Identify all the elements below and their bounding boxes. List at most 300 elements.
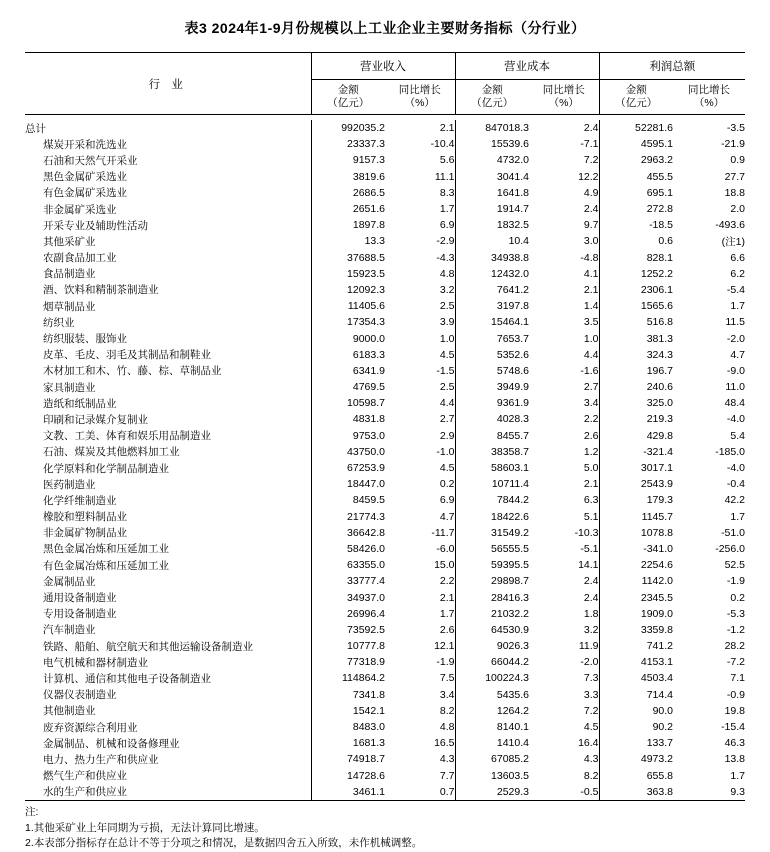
table-row	[25, 606, 745, 622]
revenue-amount: 1897.8	[311, 217, 385, 233]
table-row	[25, 428, 745, 444]
revenue-amount: 2686.5	[311, 185, 385, 201]
profit-amount: 219.3	[599, 411, 673, 427]
cost-amount: 8455.7	[455, 428, 529, 444]
revenue-growth: 1.7	[439, 607, 455, 620]
table-row	[25, 589, 745, 605]
profit-growth: -185.0	[715, 445, 745, 458]
cost-growth: -2.0	[580, 656, 599, 669]
cost-growth: 3.4	[583, 397, 599, 410]
revenue-growth: 2.6	[439, 623, 455, 636]
industry-name: 医药制造业	[43, 478, 96, 491]
industry-name: 印刷和记录媒介复制业	[43, 413, 148, 426]
revenue-growth: 4.3	[439, 753, 455, 766]
industry-name: 水的生产和供应业	[43, 786, 127, 799]
revenue-amount: 73592.5	[311, 622, 385, 638]
cost-growth: 3.0	[583, 235, 599, 248]
industry-name: 电气机械和器材制造业	[43, 656, 148, 669]
cost-growth: 7.3	[583, 672, 599, 685]
profit-growth: 5.4	[730, 429, 745, 442]
cost-growth: -10.3	[574, 526, 599, 539]
industry-name: 化学纤维制造业	[43, 494, 117, 507]
revenue-growth: 1.7	[439, 203, 455, 216]
industry-name: 金属制品业	[43, 575, 96, 588]
revenue-amount: 15923.5	[311, 266, 385, 282]
table-row	[25, 654, 745, 670]
revenue-growth: -11.7	[431, 526, 455, 539]
industry-name: 酒、饮料和精制茶制造业	[43, 284, 159, 297]
industry-name: 家具制造业	[43, 381, 96, 394]
profit-amount: 4595.1	[599, 136, 673, 152]
cost-growth: 1.0	[583, 332, 599, 345]
industry-name: 汽车制造业	[43, 624, 96, 637]
revenue-amount: 4831.8	[311, 411, 385, 427]
cost-growth: 2.4	[583, 122, 599, 135]
financial-indicators-table	[25, 52, 745, 801]
revenue-growth: 4.8	[439, 267, 455, 280]
revenue-amount: 9000.0	[311, 330, 385, 346]
table-row	[25, 492, 745, 508]
revenue-growth: 2.1	[439, 591, 455, 604]
profit-amount: 3359.8	[599, 622, 673, 638]
table-row	[25, 185, 745, 201]
column-header-revenue-growth	[385, 80, 455, 115]
cost-growth: 7.2	[583, 704, 599, 717]
profit-amount: 2254.6	[599, 557, 673, 573]
table-row	[25, 330, 745, 346]
cost-amount: 67085.2	[455, 751, 529, 767]
revenue-amount: 9157.3	[311, 152, 385, 168]
revenue-amount: 7341.8	[311, 687, 385, 703]
table-row	[25, 768, 745, 784]
table-row	[25, 233, 745, 249]
revenue-amount: 11405.6	[311, 298, 385, 314]
revenue-amount: 43750.0	[311, 444, 385, 460]
table-row	[25, 687, 745, 703]
revenue-amount: 77318.9	[311, 654, 385, 670]
industry-name: 开采专业及辅助性活动	[43, 219, 148, 232]
revenue-amount: 58426.0	[311, 541, 385, 557]
profit-amount: 695.1	[599, 185, 673, 201]
table-row	[25, 622, 745, 638]
industry-name: 石油、煤炭及其他燃料加工业	[43, 446, 180, 459]
table-row	[25, 136, 745, 152]
industry-name: 仪器仪表制造业	[43, 689, 117, 702]
profit-growth: 1.7	[730, 300, 745, 313]
industry-name: 橡胶和塑料制品业	[43, 511, 127, 524]
page-title: 表3 2024年1-9月份规模以上工业企业主要财务指标（分行业）	[184, 20, 586, 36]
revenue-growth: 2.1	[439, 122, 455, 135]
profit-growth: -493.6	[715, 219, 745, 232]
industry-name: 其他采矿业	[43, 235, 96, 248]
cost-growth: 2.6	[583, 429, 599, 442]
profit-amount: 429.8	[599, 428, 673, 444]
table-row	[25, 703, 745, 719]
revenue-amount: 67253.9	[311, 460, 385, 476]
industry-name: 食品制造业	[43, 268, 96, 281]
profit-growth: 4.7	[730, 348, 745, 361]
profit-growth: 46.3	[724, 737, 745, 750]
revenue-growth: 2.7	[439, 413, 455, 426]
profit-growth: -4.0	[726, 462, 745, 475]
revenue-amount: 37688.5	[311, 250, 385, 266]
subheader-line2: （亿元）	[615, 97, 658, 109]
table-row	[25, 152, 745, 168]
profit-amount: 52281.6	[599, 120, 673, 136]
table-row	[25, 751, 745, 767]
profit-growth: 48.4	[724, 397, 745, 410]
profit-growth: -21.9	[721, 138, 745, 151]
revenue-growth: 8.3	[439, 186, 455, 199]
industry-name: 废弃资源综合利用业	[43, 721, 138, 734]
cost-growth: 3.2	[583, 623, 599, 636]
table-row	[25, 444, 745, 460]
profit-growth: -4.0	[726, 413, 745, 426]
column-group-revenue: 营业收入	[311, 53, 455, 80]
cost-growth: 3.5	[583, 316, 599, 329]
profit-amount: 1078.8	[599, 525, 673, 541]
note-item: 1.其他采矿业上年同期为亏损，无法计算同比增速。	[25, 821, 265, 834]
revenue-amount: 23337.3	[311, 136, 385, 152]
profit-growth: 7.1	[730, 672, 745, 685]
revenue-amount: 12092.3	[311, 282, 385, 298]
profit-growth: -7.2	[726, 656, 745, 669]
profit-growth: 6.2	[730, 267, 745, 280]
revenue-growth: -1.9	[436, 656, 455, 669]
table-row	[25, 250, 745, 266]
revenue-growth: 4.7	[439, 510, 455, 523]
industry-name: 燃气生产和供应业	[43, 770, 127, 783]
table-row	[25, 476, 745, 492]
industry-name: 纺织业	[43, 316, 75, 329]
note-item: 2.本表部分指标存在总计不等于分项之和情况，是数据四舍五入所致，未作机械调整。	[25, 837, 423, 850]
column-header-industry: 行 业	[25, 53, 311, 115]
profit-growth: 9.3	[730, 785, 745, 798]
profit-amount: 1252.2	[599, 266, 673, 282]
cost-amount: 1914.7	[455, 201, 529, 217]
profit-growth: -0.9	[726, 688, 745, 701]
notes-label: 注:	[25, 805, 39, 818]
cost-growth: 1.8	[583, 607, 599, 620]
profit-amount: 4153.1	[599, 654, 673, 670]
revenue-amount: 6183.3	[311, 347, 385, 363]
revenue-growth: 7.7	[439, 769, 455, 782]
profit-growth: -256.0	[715, 542, 745, 555]
revenue-amount: 4769.5	[311, 379, 385, 395]
column-header-profit-growth	[673, 80, 745, 115]
profit-growth: 0.2	[730, 591, 745, 604]
profit-growth: 11.5	[725, 316, 745, 329]
revenue-growth: 3.2	[439, 283, 455, 296]
profit-amount: 2345.5	[599, 589, 673, 605]
subheader-line2: （亿元）	[471, 97, 514, 109]
cost-amount: 4732.0	[455, 152, 529, 168]
cost-growth: 6.3	[583, 494, 599, 507]
revenue-growth: -10.4	[430, 138, 455, 151]
cost-amount: 34938.8	[455, 250, 529, 266]
table-row	[25, 314, 745, 330]
cost-growth: -0.5	[580, 785, 599, 798]
revenue-growth: 3.9	[439, 316, 455, 329]
profit-growth: -5.4	[726, 283, 745, 296]
cost-growth: 12.2	[578, 170, 599, 183]
profit-amount: 1145.7	[599, 509, 673, 525]
table-row	[25, 509, 745, 525]
profit-amount: 0.6	[599, 233, 673, 249]
cost-amount: 64530.9	[455, 622, 529, 638]
profit-amount: 363.8	[599, 784, 673, 800]
cost-growth: 5.1	[583, 510, 599, 523]
cost-amount: 10711.4	[455, 476, 529, 492]
profit-growth: -51.0	[721, 526, 745, 539]
revenue-amount: 13.3	[311, 233, 385, 249]
table-row	[25, 638, 745, 654]
cost-amount: 7641.2	[455, 282, 529, 298]
cost-growth: 2.4	[583, 575, 599, 588]
cost-growth: 2.1	[583, 478, 599, 491]
revenue-amount: 26996.4	[311, 606, 385, 622]
revenue-amount: 1542.1	[311, 703, 385, 719]
cost-growth: 8.2	[583, 769, 599, 782]
cost-growth: 16.4	[578, 737, 599, 750]
column-header-cost-amount	[455, 80, 529, 115]
cost-growth: -4.8	[580, 251, 599, 264]
cost-amount: 21032.2	[455, 606, 529, 622]
subheader-line1: 金额	[337, 83, 359, 96]
revenue-growth: 11.1	[434, 170, 455, 183]
revenue-growth: 2.5	[439, 300, 455, 313]
profit-growth: (注1)	[721, 235, 745, 248]
profit-amount: 4503.4	[599, 670, 673, 686]
column-group-cost: 营业成本	[455, 53, 599, 80]
industry-name: 金属制品、机械和设备修理业	[43, 737, 180, 750]
table-row	[25, 411, 745, 427]
industry-name: 计算机、通信和其他电子设备制造业	[43, 672, 211, 685]
column-header-profit-amount	[599, 80, 673, 115]
profit-growth: 1.7	[730, 510, 745, 523]
profit-amount: 828.1	[599, 250, 673, 266]
table-header-groups	[25, 53, 745, 80]
revenue-growth: -6.0	[436, 542, 455, 555]
industry-name: 黑色金属冶炼和压延加工业	[43, 543, 169, 556]
revenue-growth: 0.2	[439, 478, 455, 491]
cost-amount: 15539.6	[455, 136, 529, 152]
table-row	[25, 525, 745, 541]
cost-amount: 31549.2	[455, 525, 529, 541]
revenue-amount: 18447.0	[311, 476, 385, 492]
cost-amount: 1832.5	[455, 217, 529, 233]
revenue-growth: 5.6	[439, 154, 455, 167]
profit-amount: 1909.0	[599, 606, 673, 622]
revenue-amount: 17354.3	[311, 314, 385, 330]
table-body	[25, 120, 745, 800]
cost-amount: 38358.7	[455, 444, 529, 460]
profit-amount: 3017.1	[599, 460, 673, 476]
cost-growth: 4.5	[583, 721, 599, 734]
revenue-growth: 7.5	[439, 672, 455, 685]
table-row	[25, 120, 745, 136]
cost-growth: 5.0	[583, 462, 599, 475]
revenue-amount: 74918.7	[311, 751, 385, 767]
subheader-line2: （亿元）	[327, 97, 370, 109]
industry-name: 煤炭开采和洗选业	[43, 138, 127, 151]
profit-amount: 90.2	[599, 719, 673, 735]
revenue-growth: 2.9	[439, 429, 455, 442]
revenue-growth: 2.2	[439, 575, 455, 588]
revenue-growth: 6.9	[439, 219, 455, 232]
cost-amount: 5352.6	[455, 347, 529, 363]
table-row	[25, 282, 745, 298]
revenue-amount: 10598.7	[311, 395, 385, 411]
cost-amount: 8140.1	[455, 719, 529, 735]
table-row	[25, 266, 745, 282]
subheader-line2: （%）	[693, 97, 725, 109]
revenue-amount: 992035.2	[311, 120, 385, 136]
industry-name: 其他制造业	[43, 705, 96, 718]
table-row	[25, 298, 745, 314]
revenue-growth: 16.5	[434, 737, 455, 750]
cost-amount: 3949.9	[455, 379, 529, 395]
profit-growth: -1.9	[726, 575, 745, 588]
revenue-growth: 4.8	[439, 721, 455, 734]
profit-growth: 28.2	[724, 640, 745, 653]
revenue-amount: 34937.0	[311, 589, 385, 605]
cost-amount: 28416.3	[455, 589, 529, 605]
table-row	[25, 784, 745, 800]
revenue-amount: 21774.3	[311, 509, 385, 525]
profit-amount: 272.8	[599, 201, 673, 217]
industry-name: 电力、热力生产和供应业	[43, 753, 159, 766]
cost-amount: 4028.3	[455, 411, 529, 427]
profit-amount: 2306.1	[599, 282, 673, 298]
revenue-growth: -1.0	[436, 445, 455, 458]
profit-amount: 179.3	[599, 492, 673, 508]
subheader-line2: （%）	[548, 97, 579, 109]
profit-amount: 2963.2	[599, 152, 673, 168]
revenue-growth: 1.0	[439, 332, 455, 345]
profit-growth: 2.0	[730, 203, 745, 216]
industry-name: 总计	[25, 122, 46, 135]
column-header-cost-growth	[529, 80, 599, 115]
cost-amount: 9026.3	[455, 638, 529, 654]
cost-growth: 2.2	[583, 413, 599, 426]
subheader-line1: 金额	[481, 83, 503, 96]
cost-amount: 56555.5	[455, 541, 529, 557]
cost-growth: 4.4	[583, 348, 599, 361]
profit-amount: 381.3	[599, 330, 673, 346]
industry-name: 造纸和纸制品业	[43, 397, 117, 410]
profit-growth: 1.7	[730, 769, 745, 782]
table-notes	[25, 805, 745, 852]
column-group-profit: 利润总额	[599, 53, 745, 80]
industry-name: 铁路、船舶、航空航天和其他运输设备制造业	[43, 640, 253, 653]
revenue-growth: 2.5	[439, 381, 455, 394]
subheader-line2: （%）	[404, 97, 435, 109]
industry-name: 木材加工和木、竹、藤、棕、草制品业	[43, 365, 222, 378]
cost-amount: 3041.4	[455, 169, 529, 185]
revenue-amount: 8459.5	[311, 492, 385, 508]
cost-amount: 66044.2	[455, 654, 529, 670]
industry-name: 农副食品加工业	[43, 252, 117, 265]
table-row	[25, 347, 745, 363]
cost-amount: 29898.7	[455, 573, 529, 589]
industry-name: 烟草制品业	[43, 300, 96, 313]
revenue-amount: 114864.2	[311, 670, 385, 686]
industry-name: 纺织服装、服饰业	[43, 333, 127, 346]
profit-growth: 0.9	[730, 154, 745, 167]
table-bottom-border	[25, 800, 745, 801]
cost-amount: 7844.2	[455, 492, 529, 508]
table-row	[25, 719, 745, 735]
cost-amount: 5435.6	[455, 687, 529, 703]
subheader-line1: 同比增长	[688, 83, 730, 96]
profit-growth: -1.2	[726, 623, 745, 636]
table-row	[25, 169, 745, 185]
industry-name: 化学原料和化学制品制造业	[43, 462, 169, 475]
industry-name: 专用设备制造业	[43, 608, 117, 621]
cost-growth: 7.2	[583, 154, 599, 167]
cost-amount: 58603.1	[455, 460, 529, 476]
table-row	[25, 363, 745, 379]
revenue-growth: 4.4	[439, 397, 455, 410]
revenue-growth: 4.5	[439, 462, 455, 475]
profit-amount: 2543.9	[599, 476, 673, 492]
cost-amount: 1264.2	[455, 703, 529, 719]
profit-amount: 455.5	[599, 169, 673, 185]
table-row	[25, 541, 745, 557]
profit-growth: -3.5	[726, 122, 745, 135]
revenue-growth: 0.7	[439, 785, 455, 798]
profit-amount: 516.8	[599, 314, 673, 330]
profit-growth: -0.4	[726, 478, 745, 491]
revenue-growth: 15.0	[434, 559, 455, 572]
cost-amount: 15464.1	[455, 314, 529, 330]
profit-growth: 6.6	[730, 251, 745, 264]
cost-growth: 4.9	[583, 186, 599, 199]
profit-growth: 11.0	[725, 381, 745, 394]
table-row	[25, 557, 745, 573]
profit-growth: 27.7	[724, 170, 745, 183]
cost-amount: 59395.5	[455, 557, 529, 573]
cost-amount: 1641.8	[455, 185, 529, 201]
profit-growth: 18.8	[724, 186, 745, 199]
revenue-amount: 33777.4	[311, 573, 385, 589]
cost-amount: 12432.0	[455, 266, 529, 282]
revenue-amount: 1681.3	[311, 735, 385, 751]
industry-name: 通用设备制造业	[43, 592, 117, 605]
profit-amount: 324.3	[599, 347, 673, 363]
cost-amount: 9361.9	[455, 395, 529, 411]
cost-growth: 14.1	[578, 559, 599, 572]
revenue-growth: 4.5	[439, 348, 455, 361]
profit-amount: 655.8	[599, 768, 673, 784]
revenue-growth: -1.5	[436, 364, 455, 377]
industry-name: 黑色金属矿采选业	[43, 171, 127, 184]
profit-growth: 13.8	[724, 753, 745, 766]
cost-growth: 4.3	[583, 753, 599, 766]
subheader-line1: 同比增长	[542, 83, 585, 96]
revenue-amount: 36642.8	[311, 525, 385, 541]
cost-growth: 2.4	[583, 591, 599, 604]
profit-amount: 741.2	[599, 638, 673, 654]
table-row	[25, 670, 745, 686]
cost-growth: 2.7	[583, 381, 599, 394]
cost-growth: 9.7	[583, 219, 599, 232]
cost-amount: 10.4	[455, 233, 529, 249]
revenue-amount: 3819.6	[311, 169, 385, 185]
industry-name: 非金属矿采选业	[43, 203, 117, 216]
cost-amount: 3197.8	[455, 298, 529, 314]
